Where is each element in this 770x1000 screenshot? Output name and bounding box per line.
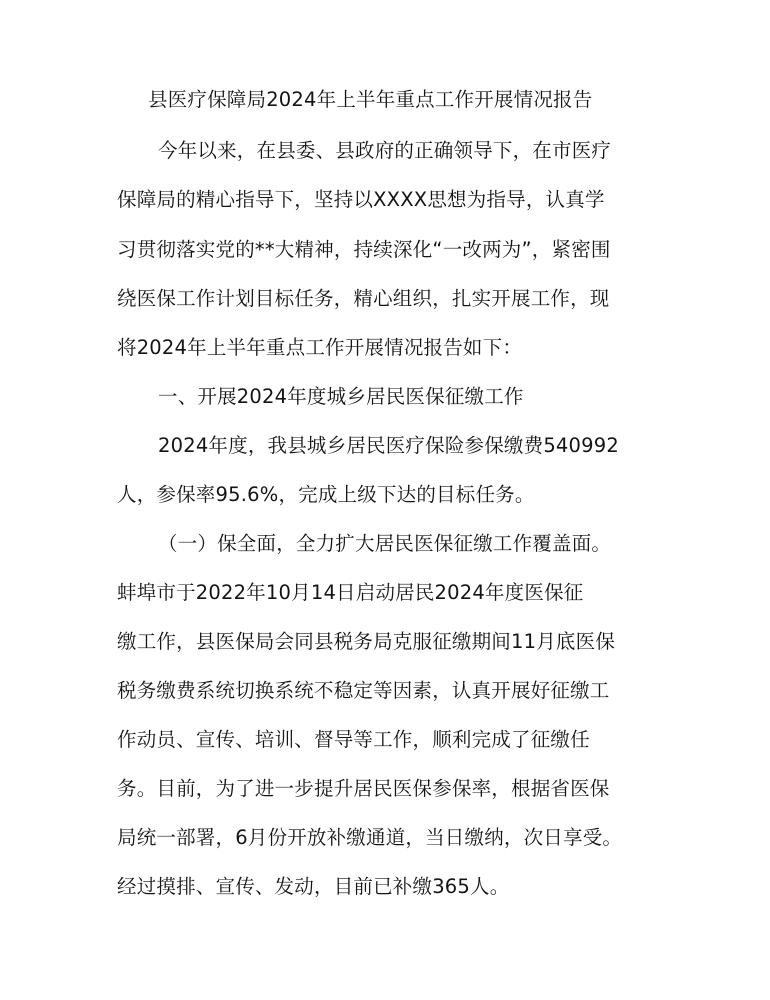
paragraph-line: 今年以来，在县委、县政府的正确领导下，在市医疗 bbox=[158, 139, 612, 162]
paragraph-line: 习贯彻落实党的**大精神，持续深化“一改两为”，紧密围 bbox=[117, 238, 611, 261]
paragraph-line: 务。目前，为了进一步提升居民医保参保率，根据省医保 bbox=[117, 777, 610, 800]
paragraph-line: 绕医保工作计划目标任务，精心组织，扎实开展工作，现 bbox=[117, 287, 610, 310]
paragraph-line: 税务缴费系统切换系统不稳定等因素，认真开展好征缴工 bbox=[117, 679, 610, 702]
paragraph-line: 保障局的精心指导下，坚持以XXXX思想为指导，认真学 bbox=[117, 188, 605, 211]
paragraph-line: 经过摸排、宣传、发动，目前已补缴365人。 bbox=[117, 875, 510, 898]
paragraph-line: 将2024年上半年重点工作开展情况报告如下： bbox=[117, 336, 523, 359]
document-title: 县医疗保障局2024年上半年重点工作开展情况报告 bbox=[148, 88, 593, 111]
section-heading: 一、开展2024年度城乡居民医保征缴工作 bbox=[158, 385, 524, 408]
paragraph-line: 局统一部署，6月份开放补缴通道，当日缴纳，次日享受。 bbox=[117, 826, 623, 849]
subsection-heading: （一）保全面，全力扩大居民医保征缴工作覆盖面。 bbox=[158, 532, 612, 555]
paragraph-line: 缴工作，县医保局会同县税务局克服征缴期间11月底医保 bbox=[117, 630, 616, 653]
paragraph-line: 2024年度，我县城乡居民医疗保险参保缴费540992 bbox=[158, 434, 619, 457]
paragraph-line: 作动员、宣传、培训、督导等工作，顺利完成了征缴任 bbox=[117, 728, 590, 751]
paragraph-line: 人，参保率95.6%，完成上级下达的目标任务。 bbox=[117, 483, 535, 506]
paragraph-line: 蚌埠市于2022年10月14日启动居民2024年度医保征 bbox=[117, 581, 584, 604]
